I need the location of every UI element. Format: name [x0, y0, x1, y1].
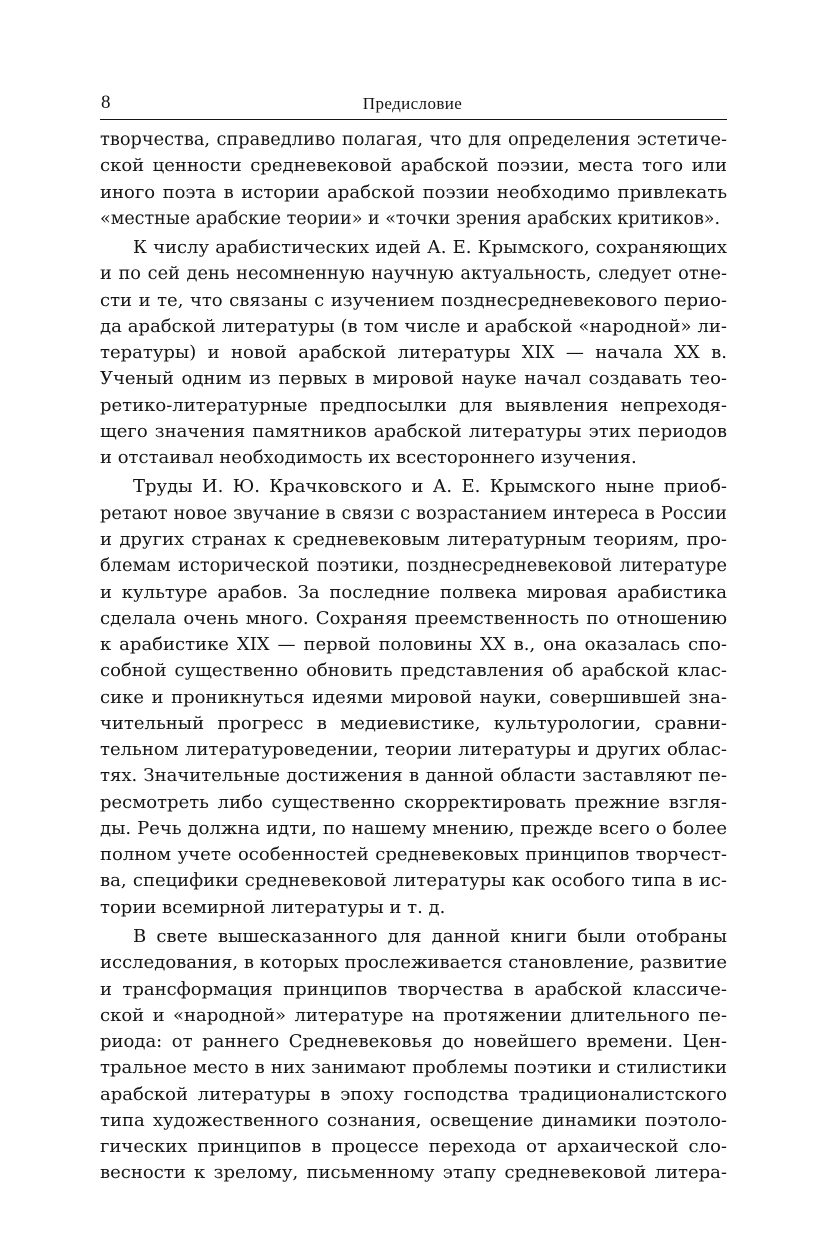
text-line: весности к зрелому, письменному этапу средневековой литера- [100, 1162, 727, 1184]
text-line: ретают новое звучание в связи с возрастанием интереса в России [100, 503, 727, 524]
text-line: полном учете особенностей средневековых принципов творчест- [100, 844, 727, 866]
text-line: гических принципов в процессе перехода от архаической сло- [100, 1136, 727, 1158]
text-line: тях. Значительные достижения в данной области заставляют пе- [100, 765, 727, 787]
running-title: Предисловие [362, 94, 463, 113]
text-line: собной существенно обновить представления об арабской клас- [100, 660, 727, 682]
text-line: арабской литературы в эпоху господства традиционалистского [100, 1083, 727, 1105]
text-line: творчества, справедливо полагая, что для определения эстетиче- [100, 130, 727, 150]
text-line: чительный прогресс в медиевистике, культурологии, сравни- [100, 712, 727, 734]
page-number: 8 [101, 92, 111, 113]
text-line: и трансформация принципов творчества в арабской классиче- [100, 978, 727, 1000]
text-line: и по сей день несомненную научную актуальность, следует отне- [100, 264, 727, 285]
text-line: сделала очень много. Сохраняя преемственность по отношению [100, 607, 727, 629]
text-line: ской ценности средневековой арабской поэзии, места того или [100, 155, 727, 177]
text-line: ской и «народной» литературе на протяжении длительного пе- [100, 1004, 727, 1026]
text-line: ды. Речь должна идти, по нашему мнению, прежде всего о более [100, 817, 727, 839]
text-line: сике и проникнуться идеями мировой науки, совершившей зна- [100, 686, 727, 708]
text-line: типа художественного сознания, освещение динамики поэтоло- [100, 1109, 727, 1131]
text-line: блемам исторической поэтики, позднесредневековой литературе [100, 556, 727, 577]
text-line: ва, специфики средневековой литературы как особого типа в ис- [100, 870, 727, 892]
text-line: тории всемирной литературы и т. д. [100, 896, 446, 918]
paragraph-1 [100, 127, 727, 232]
text-line: В свете вышесказанного для данной книги были отобраны [133, 925, 727, 947]
text-line: тературы) и новой арабской литературы XIX — начала XX в. [100, 342, 727, 364]
text-line: риода: от раннего Средневековья до новейшего времени. Цен- [100, 1031, 727, 1053]
page-header [100, 92, 725, 116]
paragraph-4 [100, 924, 727, 1187]
text-line: да арабской литературы (в том числе и арабской «народной» ли- [100, 315, 727, 337]
text-line: иного поэта в истории арабской поэзии необходимо привлекать [100, 181, 727, 203]
text-line: и отстаивал необходимость их всестороннего изучения. [100, 447, 637, 469]
text-line: «местные арабские теории» и «точки зрения арабских критиков». [100, 208, 721, 229]
text-line: Ученый одним из первых в мировой науке начал создавать тео- [100, 368, 727, 390]
text-line: и культуре арабов. За последние полвека мировая арабистика [100, 581, 727, 603]
text-line: щего значения памятников арабской литературы этих периодов [100, 420, 727, 442]
paragraph-2 [100, 235, 727, 471]
text-line: исследования, в которых прослеживается становление, развитие [100, 952, 727, 974]
text-line: тральное место в них занимают проблемы поэтики и стилистики [100, 1057, 727, 1079]
text-line: и других странах к средневековым литературным теориям, про- [100, 528, 727, 550]
paragraph-3 [100, 474, 727, 921]
text-line: ретико-литературные предпосылки для выявления непреходя- [100, 394, 727, 416]
header-rule [100, 119, 727, 120]
text-line: ресмотреть либо существенно скорректировать прежние взгля- [100, 791, 727, 813]
text-line: к арабистике XIX — первой половины XX в., она оказалась спо- [100, 634, 727, 656]
body-text [100, 127, 727, 1187]
text-line: Труды И. Ю. Крачковского и А. Е. Крымского ныне приоб- [133, 476, 727, 498]
text-line: сти и те, что связаны с изучением позднесредневекового перио- [100, 289, 727, 311]
text-line: К числу арабистических идей А. Е. Крымского, сохраняющих [133, 237, 727, 259]
text-line: тельном литературоведении, теории литературы и других облас- [100, 739, 727, 761]
